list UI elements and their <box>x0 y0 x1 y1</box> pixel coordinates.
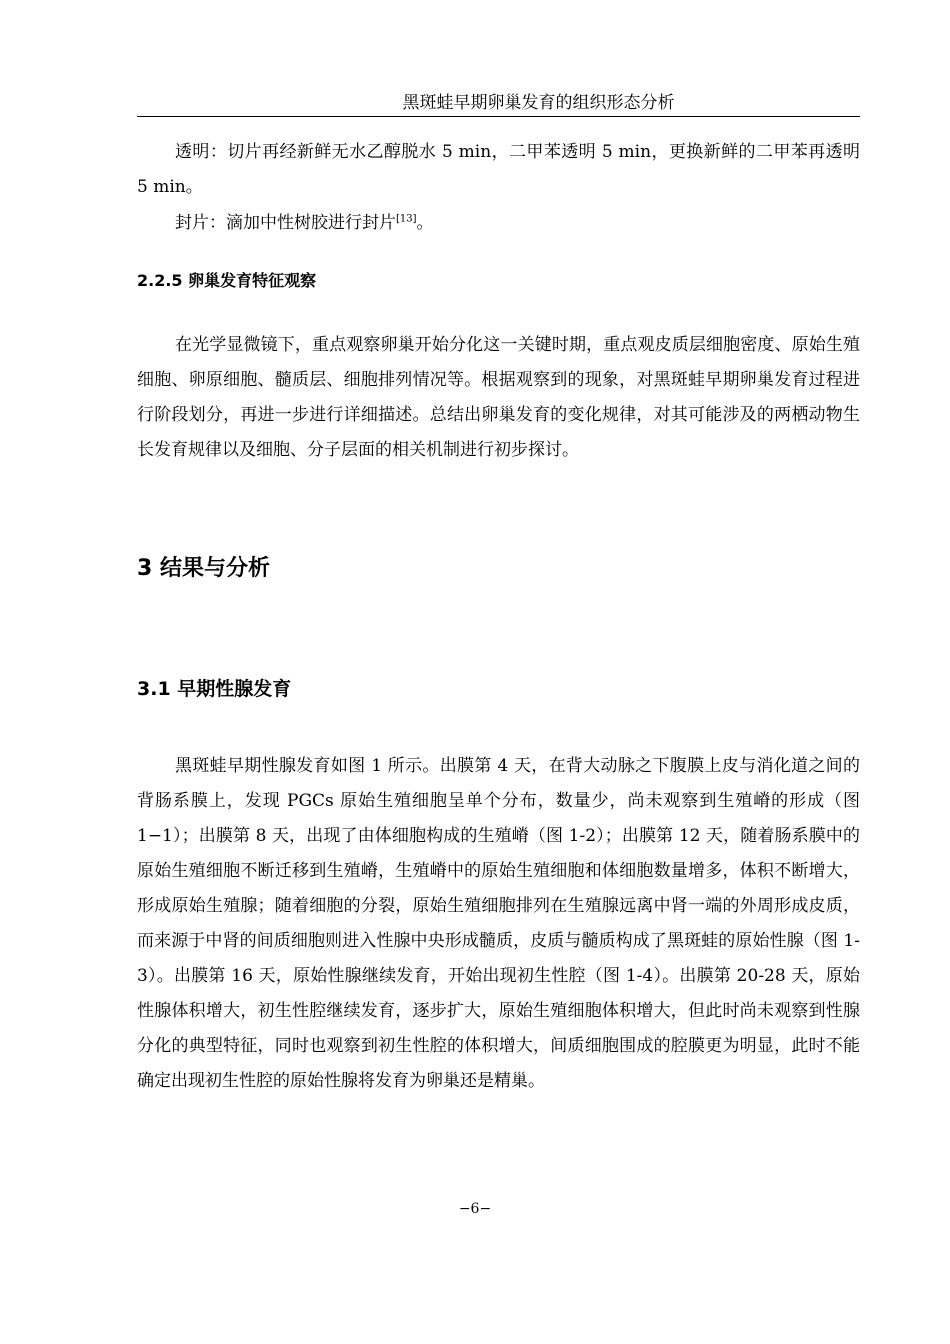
mounting-text: 封片：滴加中性树胶进行封片 <box>175 213 396 233</box>
running-header <box>137 92 860 114</box>
early-gonad-paragraph: 黑斑蛙早期性腺发育如图 1 所示。出膜第 4 天，在背大动脉之下腹膜上皮与消化道之间的背肠系膜上，发现 PGCs 原始生殖细胞呈单个分布，数量少，尚未观察到生殖嵴的形成（图 1−1）；出膜第 8 天，出现了由体细胞构成的生殖嵴（图 1-2）；出膜第 12 天，随着肠系膜中的原始生殖细胞不断迁移到生殖嵴，生殖嵴中的原始生殖细胞和体细胞数量增多，体积不断增大，形成原始生殖腺；随着细胞的分裂，原始生殖细胞排列在生殖腺远离中肾一端的外周形成皮质，而来源于中肾的间质细胞则进入性腺中央形成髓质，皮质与髓质构成了黑斑蛙的原始性腺（图 1-3）。出膜第 16 天，原始性腺继续发育，开始出现初生性腔（图 1-4）。出膜第 20-28 天，原始性腺体积增大，初生性腔继续发育，逐步扩大，原始生殖细胞体积增大，但此时尚未观察到性腺分化的典型特征，同时也观察到初生性腔的体积增大，间质细胞围成的腔膜更为明显，此时不能确定出现初生性腔的原始性腺将发育为卵巢还是精巢。 <box>137 756 860 1091</box>
header-divider <box>137 116 860 117</box>
section-heading-3: 3 结果与分析 <box>137 556 270 581</box>
page-number: −6− <box>458 1201 492 1217</box>
section-heading-3-1: 3.1 早期性腺发育 <box>137 678 292 700</box>
citation-reference: [13] <box>396 213 417 225</box>
mounting-period: 。 <box>416 213 434 233</box>
mounting-paragraph <box>137 206 860 241</box>
clearing-paragraph: 透明：切片再经新鲜无水乙醇脱水 5 min，二甲苯透明 5 min，更换新鲜的二甲苯再透明 5 min。 <box>137 142 860 197</box>
section-heading-2-2-5: 2.2.5 卵巢发育特征观察 <box>137 271 317 290</box>
running-header-title: 黑斑蛙早期卵巢发育的组织形态分析 <box>402 93 675 113</box>
observation-paragraph: 在光学显微镜下，重点观察卵巢开始分化这一关键时期，重点观皮质层细胞密度、原始生殖细胞、卵原细胞、髓质层、细胞排列情况等。根据观察到的现象，对黑斑蛙早期卵巢发育过程进行阶段划分，再进一步进行详细描述。总结出卵巢发育的变化规律，对其可能涉及的两栖动物生长发育规律以及细胞、分子层面的相关机制进行初步探讨。 <box>137 335 860 460</box>
